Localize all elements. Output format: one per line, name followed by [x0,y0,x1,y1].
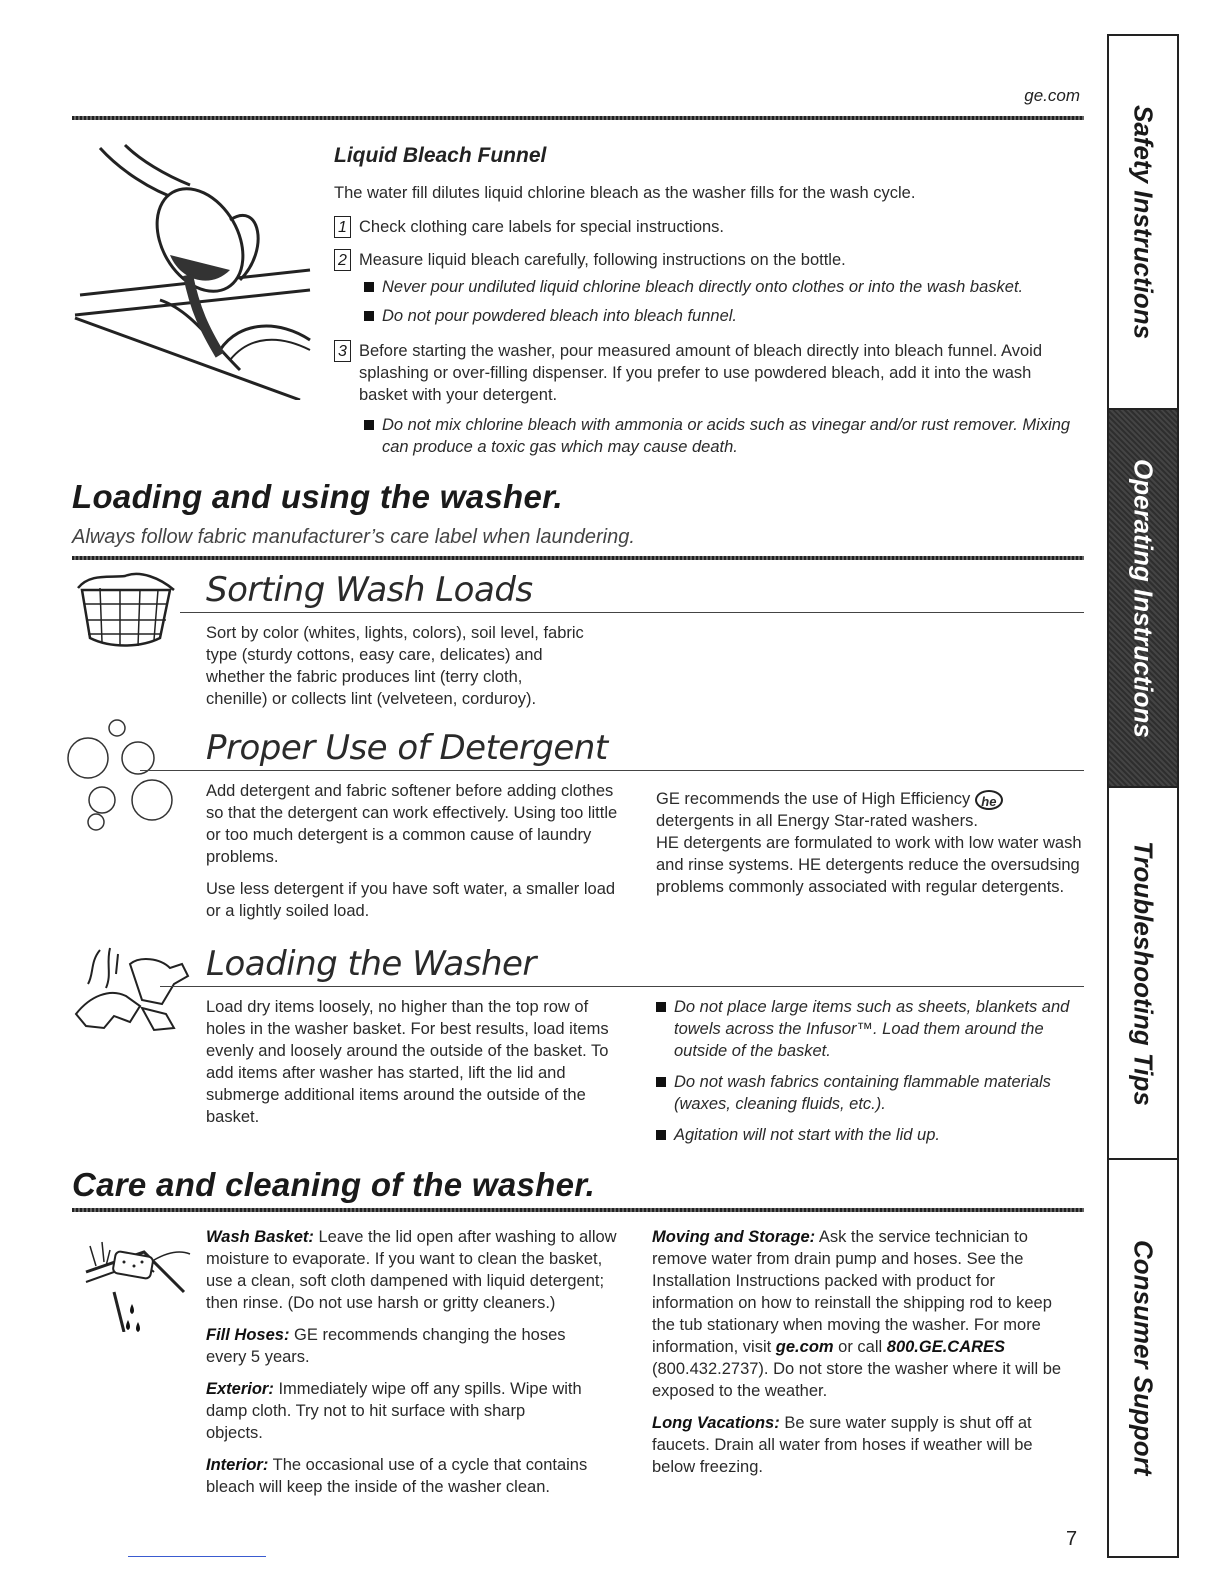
long-vacations-label: Long Vacations: [652,1414,780,1432]
page-number: 7 [1066,1528,1078,1550]
loading-subtitle: Always follow fabric manufacturer’s care label when laundering. [72,526,635,548]
phone-link[interactable]: 800.GE.CARES [886,1338,1006,1356]
sorting-title: Sorting Wash Loads [206,570,533,610]
tab-operating-instructions[interactable] [1109,410,1177,786]
warning-text: Do not pour powdered bleach into bleach funnel. [382,307,737,325]
loading-washer-title: Loading the Washer [206,944,536,984]
tab-safety-instructions[interactable] [1109,36,1177,408]
he-detergent-text: HE detergents are formulated to work with low water wash and rinse systems. HE detergents reduce the oversudsing problems commonly associated with regular detergents. [656,834,1082,896]
bleach-step-3-warnings [364,414,1074,458]
bleach-funnel-section [334,182,1074,458]
warning-text: Do not mix chlorine bleach with ammonia or acids such as vinegar and/or rust remover. Mixing can produce a toxic gas which may cause death. [382,416,1071,456]
long-vacations-desc: Be sure water supply is shut off at faucets. Drain all water from hoses if weather will be below freezing. [652,1414,1033,1476]
warning-text: Never pour undiluted liquid chlorine bleach directly onto clothes or into the wash basket. [382,278,1024,296]
bleach-intro: The water fill dilutes liquid chlorine bleach as the washer fills for the wash cycle. [334,184,916,202]
interior-text [206,1454,626,1498]
site-url: ge.com [1024,86,1080,105]
tab-label: Operating Instructions [1128,458,1159,738]
moving-storage-label: Moving and Storage: [652,1228,816,1246]
ge-com-link[interactable]: ge.com [775,1338,834,1356]
clothes-icon [70,944,200,1034]
sorting-rule [180,612,1084,613]
warning-item [364,414,1074,458]
he-logo-icon: he [975,790,1003,810]
laundry-basket-icon [70,568,180,652]
loading-washer-warnings [656,996,1086,1146]
bleach-funnel-title: Liquid Bleach Funnel [334,144,547,167]
bullet-icon [364,282,374,292]
warning-item [364,305,1074,327]
he-energy-star-text: detergents in all Energy Star-rated washers. [656,812,978,830]
detergent-rule [140,770,1084,771]
step-number: 3 [334,340,351,362]
care-right-column [652,1226,1072,1478]
detergent-text-2: Use less detergent if you have soft water, a smaller load or a lightly soiled load. [206,880,616,920]
bleach-pour-illustration [70,140,320,400]
warning-item [656,1071,1086,1115]
bullet-icon [656,1077,666,1087]
step-number: 2 [334,249,351,271]
loading-title: Loading and using the washer. [72,478,563,515]
warning-text: Agitation will not start with the lid up. [674,1126,940,1144]
wash-basket-text [206,1226,626,1314]
care-left-column [206,1226,626,1498]
bleach-step-3 [334,340,1074,406]
exterior-desc: Immediately wipe off any spills. Wipe with damp cloth. Try not to hit surface with sharp objects. [206,1380,582,1442]
tab-label: Safety Instructions [1128,104,1159,340]
tab-troubleshooting-tips[interactable] [1109,788,1177,1158]
bottom-link-line [128,1556,266,1557]
detergent-text-1: Add detergent and fabric softener before adding clothes so that the detergent can work effectively. Using too little or too much detergent is a common cause of laundry problems. [206,782,618,866]
detergent-right-column [656,788,1084,898]
step-number: 1 [334,216,351,238]
bubbles-icon [66,716,186,836]
care-title: Care and cleaning of the washer. [72,1166,596,1203]
warning-item [364,276,1074,298]
bullet-icon [656,1002,666,1012]
fill-hoses-text [206,1324,596,1368]
cleaning-sponge-icon [84,1232,194,1332]
moving-storage-desc: Ask the service technician to remove water from drain pump and hoses. See the Installation Instructions packed with product for information on how to reinstall the shipping rod to keep the tub stationary when moving the washer. For more information, visit [652,1228,1052,1356]
loading-rule [72,556,1084,560]
he-recommend-text [656,788,1084,810]
long-vacations-text [652,1412,1072,1478]
fill-hoses-label: Fill Hoses: [206,1326,290,1344]
tab-consumer-support[interactable] [1109,1160,1177,1556]
sorting-text: Sort by color (whites, lights, colors), soil level, fabric type (sturdy cottons, easy care, delicates) and whether the fabric produces lint (terry cloth, chenille) or collects lint (velveteen, corduroy). [206,624,584,708]
interior-label: Interior: [206,1456,269,1474]
interior-desc: The occasional use of a cycle that contains bleach will keep the inside of the washer clean. [206,1456,588,1496]
warning-text: Do not place large items such as sheets, blankets and towels across the Infusor™. Load them around the outside of the basket. [674,998,1070,1060]
wash-basket-desc: Leave the lid open after washing to allow moisture to evaporate. If you want to clean the basket, use a clean, soft cloth dampened with liquid detergent; then rinse. (Do not use harsh or gritty cleaners.) [206,1228,617,1312]
fill-hoses-desc: GE recommends changing the hoses every 5 years. [206,1326,566,1366]
bullet-icon [656,1130,666,1140]
bleach-step-2-warnings [364,276,1074,327]
tab-label: Troubleshooting Tips [1128,840,1159,1106]
warning-item [656,1124,1086,1146]
moving-storage-text [652,1226,1072,1402]
exterior-text [206,1378,586,1444]
warning-item [656,996,1086,1062]
step-text: Before starting the washer, pour measured amount of bleach directly into bleach funnel. Avoid splashing or over-filling dispenser. If you prefer to use powdered bleach, add it into the wash basket with your detergent. [359,342,1043,404]
bullet-icon [364,420,374,430]
tab-label: Consumer Support [1128,1240,1159,1476]
step-text: Measure liquid bleach carefully, following instructions on the bottle. [359,251,846,269]
loading-washer-rule [160,986,1084,987]
warning-text: Do not wash fabrics containing flammable materials (waxes, cleaning fluids, etc.). [674,1073,1051,1113]
bleach-step-1 [334,216,1074,238]
loading-washer-text: Load dry items loosely, no higher than the top row of holes in the washer basket. For best results, load items evenly and loosely around the outside of the basket. To add items after washer has started, lift the lid and submerge additional items around the outside of the basket. [206,998,609,1126]
header-rule [72,116,1084,120]
bullet-icon [364,311,374,321]
exterior-label: Exterior: [206,1380,274,1398]
care-rule [72,1208,1084,1212]
wash-basket-label: Wash Basket: [206,1228,314,1246]
detergent-left-column [206,780,626,922]
he-recommend-line: GE recommends the use of High Efficiency [656,790,971,808]
section-sidebar [1107,34,1179,1558]
moving-storage-desc-2: or call [833,1338,887,1356]
step-text: Check clothing care labels for special instructions. [359,218,725,236]
moving-storage-desc-3: (800.432.2737). Do not store the washer where it will be exposed to the weather. [652,1360,1062,1400]
detergent-title: Proper Use of Detergent [206,728,608,768]
bleach-step-2 [334,249,1074,271]
